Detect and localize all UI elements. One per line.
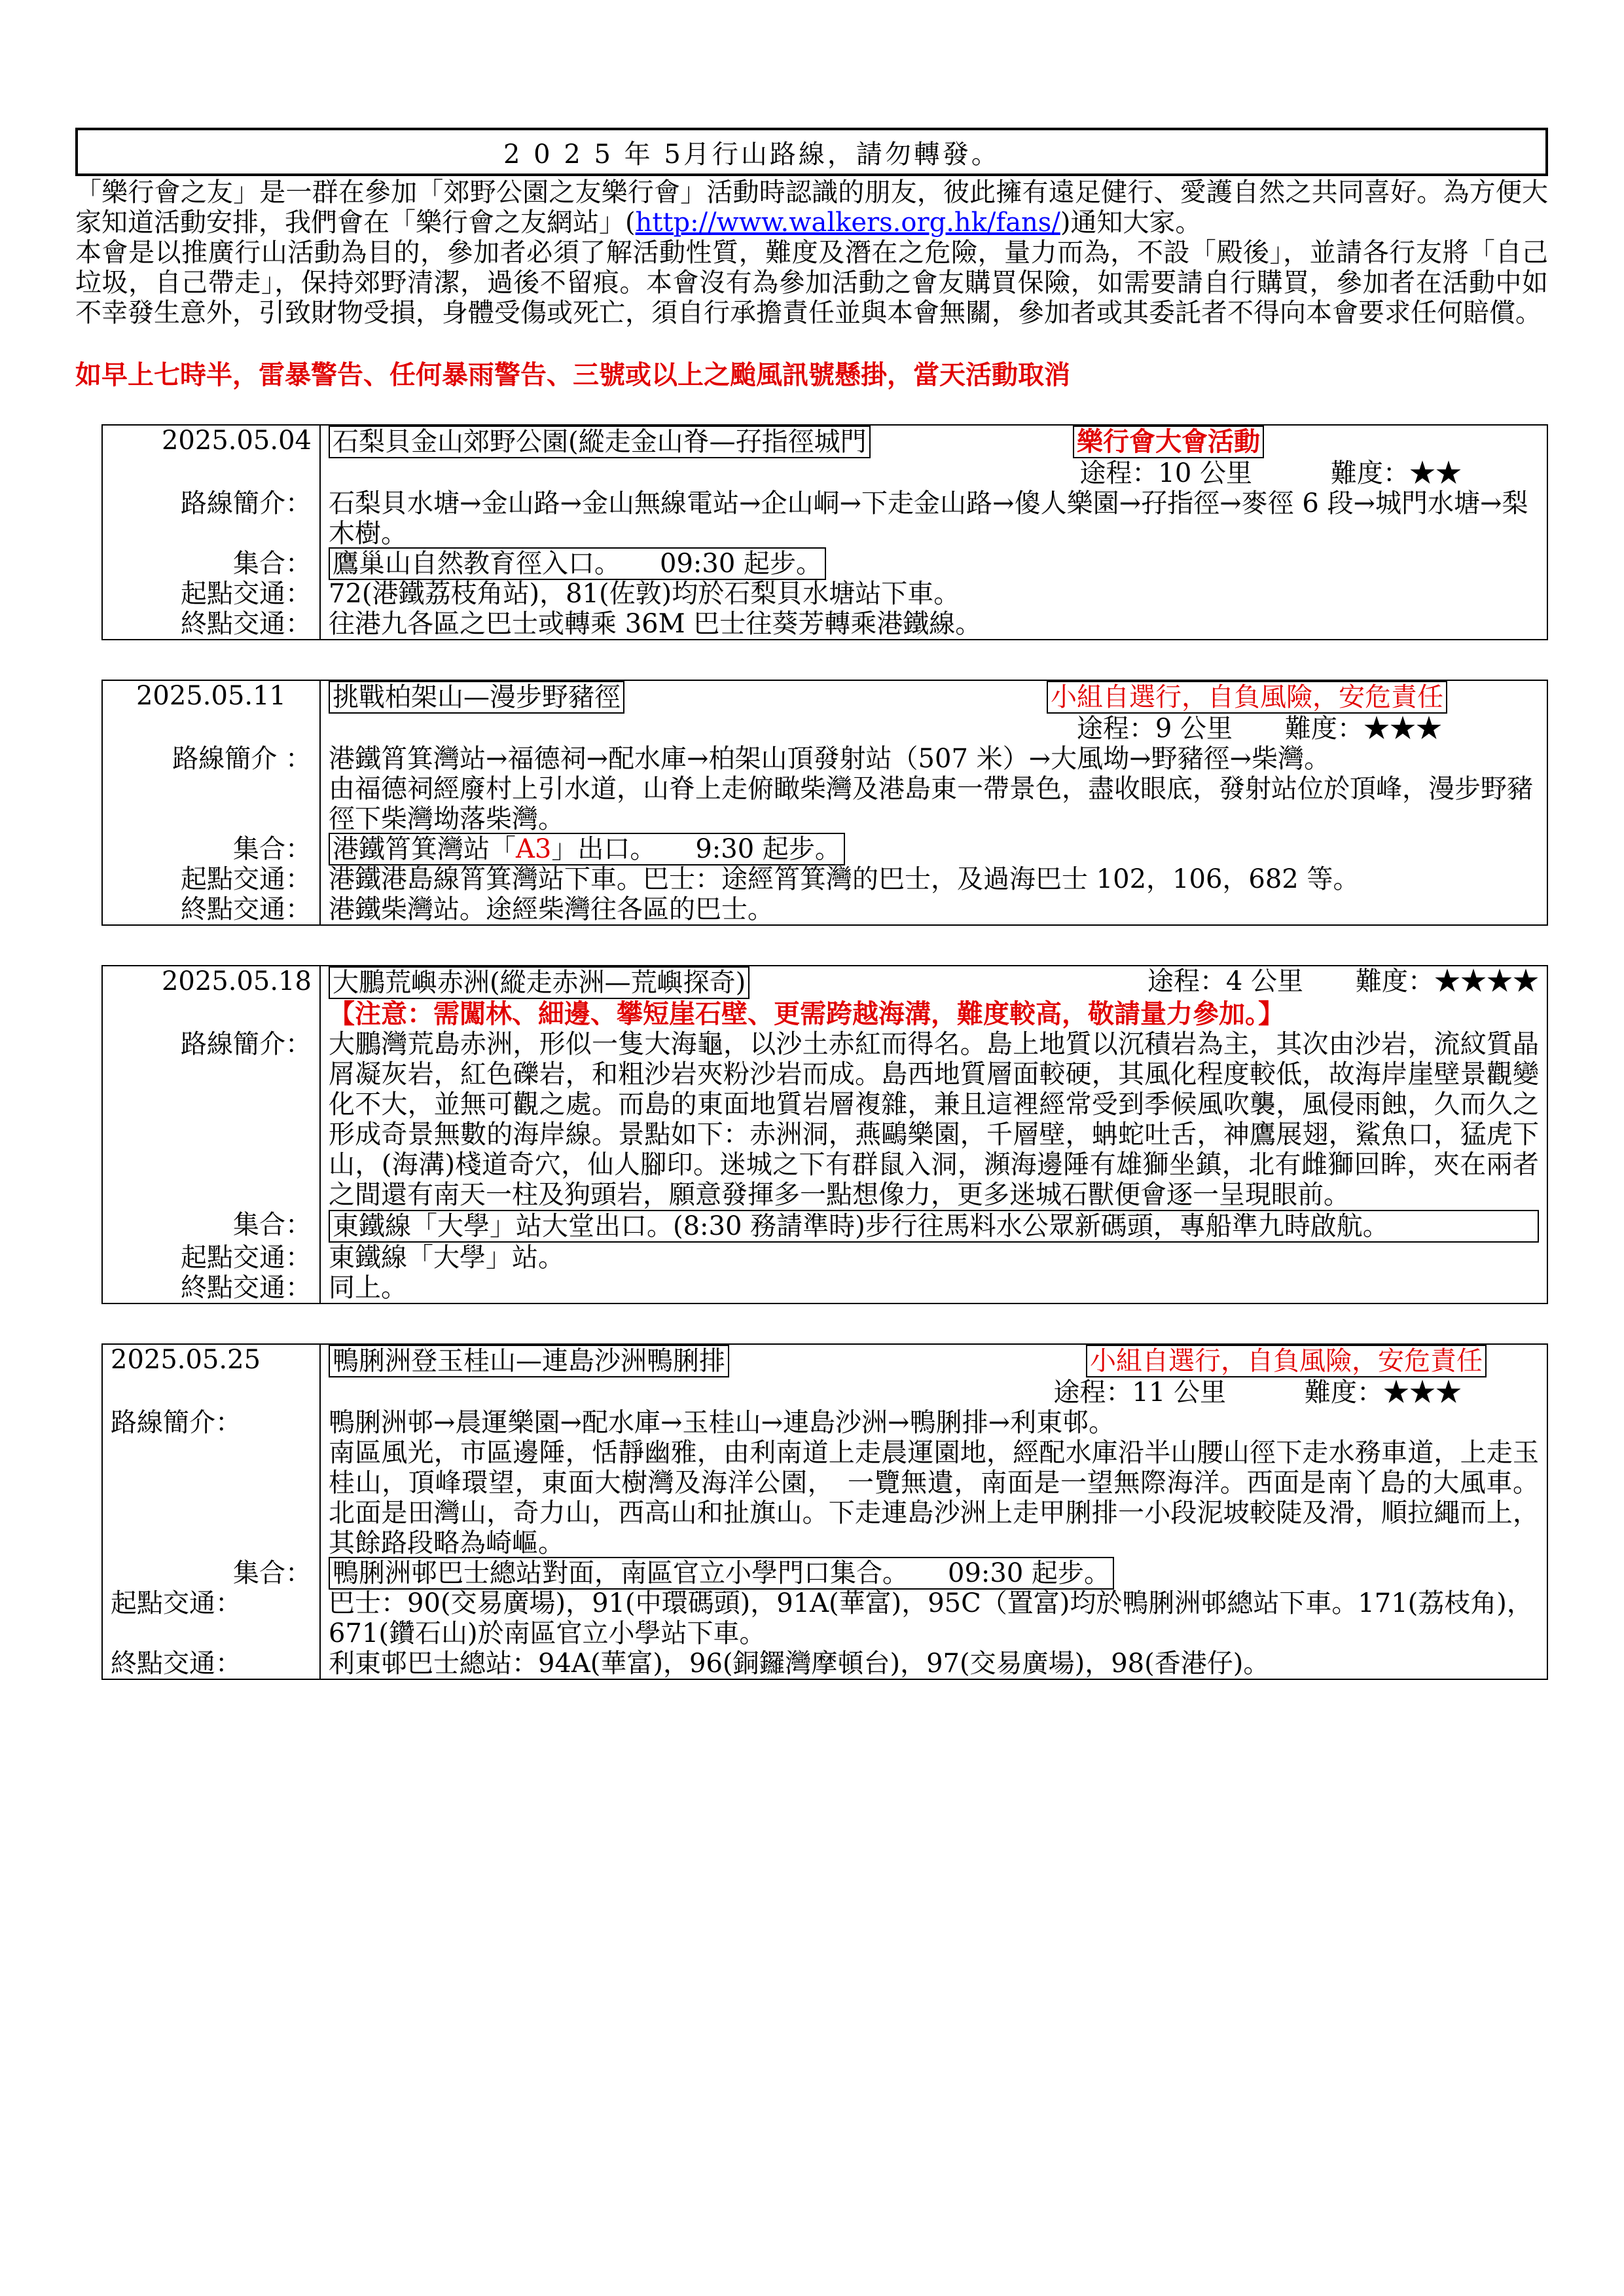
hike-date: 2025.05.04 bbox=[103, 426, 321, 458]
hike-distance: 途程：9 公里 bbox=[1076, 714, 1233, 744]
hike-end-transport: 港鐵柴灣站。途經柴灣往各區的巴士。 bbox=[329, 894, 774, 924]
end-transport-label: 終點交通： bbox=[103, 609, 321, 639]
intro-section bbox=[75, 177, 1548, 328]
weather-warning: 如早上七時半，雷暴警告、任何暴雨警告、三號或以上之颱風訊號懸掛，當天活動取消 bbox=[75, 359, 1070, 390]
meet-label: 集合： bbox=[103, 1558, 321, 1588]
intro-text-b: )通知大家。 bbox=[1060, 208, 1202, 238]
hike-end-transport: 往港九各區之巴士或轉乘 36M 巴士往葵芳轉乘港鐵線。 bbox=[329, 609, 982, 639]
hike-title: 大鵬荒嶼赤洲(縱走赤洲—荒嶼探奇) bbox=[329, 966, 749, 999]
hike-date: 2025.05.18 bbox=[103, 966, 321, 999]
hike-end-transport: 利東邨巴士總站：94A(華富)，96(銅鑼灣摩頓台)，97(交易廣場)，98(香港仔)。 bbox=[329, 1649, 1270, 1679]
end-transport-label: 終點交通： bbox=[103, 1273, 321, 1303]
hike-end-transport: 同上。 bbox=[329, 1273, 407, 1303]
page-title: 2 0 2 5 年 5月行山路線，請勿轉發。 bbox=[75, 128, 1548, 176]
hike-route-description: 由福德祠經廢村上引水道，山脊上走俯瞰柴灣及港島東一帶景色，盡收眼底，發射站位於頂峰，漫步野豬徑下柴灣坳落柴灣。 bbox=[329, 774, 1533, 834]
route-label: 路線簡介： bbox=[103, 1029, 321, 1210]
hike-start-transport: 72(港鐵荔枝角站)，81(佐敦)均於石梨貝水塘站下車。 bbox=[329, 579, 960, 609]
hike-start-transport: 港鐵港島線筲箕灣站下車。巴士：途經筲箕灣的巴士，及過海巴士 102，106，682 等。 bbox=[329, 864, 1360, 894]
hike-route: 鴨脷洲邨→晨運樂園→配水庫→玉桂山→連島沙洲→鴨脷排→利東邨。 bbox=[329, 1408, 1115, 1438]
hike-start-transport: 東鐵線「大學」站。 bbox=[329, 1243, 564, 1273]
route-label: 路線簡介： bbox=[103, 488, 321, 549]
hike-meeting-point: 港鐵筲箕灣站「A3」出口。 9:30 起步。 bbox=[329, 833, 845, 866]
meet-label: 集合： bbox=[103, 834, 321, 864]
hike-title: 鴨脷洲登玉桂山—連島沙洲鴨脷排 bbox=[329, 1345, 729, 1377]
hike-entry bbox=[101, 965, 1548, 1304]
hike-meeting-point: 東鐵線「大學」站大堂出口。(8:30 務請準時)步行往馬料水公眾新碼頭，專船準九時啟航。 bbox=[329, 1210, 1539, 1243]
hike-route-description: 南區風光，市區邊陲，恬靜幽雅，由利南道上走晨運園地，經配水庫沿半山腰山徑下走水務車道，上走玉桂山，頂峰環望，東面大樹灣及海洋公園， 一覽無遺，南面是一望無際海洋。西面是南丫島的大風車。北面是田灣山，奇力山，西高山和扯旗山。下走連島沙洲上走甲脷排一小段泥坡較陡及滑，順拉繩而上，其餘路段略為崎嶇。 bbox=[329, 1438, 1539, 1558]
hike-distance: 途程：10 公里 bbox=[1079, 458, 1252, 488]
hike-entry bbox=[101, 1343, 1548, 1680]
hike-entry bbox=[101, 680, 1548, 926]
start-transport-label: 起點交通： bbox=[103, 1243, 321, 1273]
start-transport-label: 起點交通： bbox=[103, 864, 321, 894]
hike-route: 大鵬灣荒島赤洲，形似一隻大海龜，以沙土赤紅而得名。島上地質以沉積岩為主，其次由沙岩，流紋質晶屑凝灰岩，紅色礫岩，和粗沙岩夾粉沙岩而成。島西地質層面較硬，其風化程度較低，故海岸崖壁景觀變化不大，並無可觀之處。而島的東面地質岩層複雜，兼且這裡經常受到季候風吹襲，風侵雨蝕，久而久之形成奇景無數的海岸線。景點如下：赤洲洞，燕鷗樂園，千層壁，蚺蛇吐舌，神鷹展翅，鯊魚口，猛虎下山，(海溝)棧道奇穴，仙人腳印。迷城之下有群鼠入洞，瀕海邊陲有雄獅坐鎮，北有雌獅回眸，夾在兩者之間還有南天一柱及狗頭岩，願意發揮多一點想像力，更多迷城石獸便會逐一呈現眼前。 bbox=[329, 1029, 1539, 1210]
hike-date: 2025.05.25 bbox=[103, 1345, 321, 1377]
hike-tag: 樂行會大會活動 bbox=[1073, 426, 1264, 458]
meet-label: 集合： bbox=[103, 1210, 321, 1243]
hike-meeting-point: 鴨脷洲邨巴士總站對面，南區官立小學門口集合。 09:30 起步。 bbox=[329, 1557, 1114, 1590]
hike-title: 石梨貝金山郊野公園(縱走金山脊—孖指徑城門 bbox=[329, 426, 871, 458]
hike-tag: 小組自選行，自負風險，安危責任 bbox=[1047, 681, 1447, 714]
intro-paragraph-1 bbox=[75, 177, 1548, 238]
hike-title: 挑戰柏架山—漫步野豬徑 bbox=[329, 681, 624, 714]
end-transport-label: 終點交通： bbox=[103, 1649, 321, 1679]
hike-meta bbox=[1147, 966, 1539, 996]
website-link[interactable]: http://www.walkers.org.hk/fans/ bbox=[635, 208, 1060, 238]
end-transport-label: 終點交通： bbox=[103, 894, 321, 924]
hike-route: 港鐵筲箕灣站→福德祠→配水庫→柏架山頂發射站（507 米）→大風坳→野豬徑→柴灣。 bbox=[329, 744, 1331, 774]
hike-entry bbox=[101, 424, 1548, 640]
hike-notice: 【注意：需闖林、細邊、攀短崖石壁、更需跨越海溝，難度較高，敬請量力參加。】 bbox=[329, 998, 1284, 1029]
page bbox=[75, 128, 1548, 1680]
route-label: 路線簡介： bbox=[103, 1408, 321, 1558]
hike-difficulty: 難度：★★★ bbox=[1285, 714, 1442, 744]
start-transport-label: 起點交通： bbox=[103, 579, 321, 609]
exit-code: A3 bbox=[516, 834, 552, 864]
meet-label: 集合： bbox=[103, 549, 321, 579]
intro-text-a: 「樂行會之友」是一群在參加「郊野公園之友樂行會」活動時認識的朋友，彼此擁有遠足健行、愛護自然之共同喜好。為方便大家知道活動安排，我們會在「樂行會之友網站」( bbox=[75, 177, 1548, 238]
hike-route: 石梨貝水塘→金山路→金山無線電站→企山峒→下走金山路→傻人樂園→孖指徑→麥徑 6 段→城門水塘→梨木樹。 bbox=[329, 488, 1528, 549]
route-label: 路線簡介 ： bbox=[103, 744, 321, 834]
hike-date: 2025.05.11 bbox=[103, 681, 321, 714]
intro-paragraph-2: 本會是以推廣行山活動為目的，參加者必須了解活動性質，難度及潛在之危險，量力而為，不設「殿後」，並請各行友將「自己垃圾，自己帶走」，保持郊野清潔，過後不留痕。本會沒有為參加活動之會友購買保險，如需要請自行購買，參加者在活動中如不幸發生意外，引致財物受損，身體受傷或死亡，須自行承擔責任並與本會無關，參加者或其委託者不得向本會要求任何賠償。 bbox=[75, 238, 1548, 328]
hike-difficulty: 難度：★★ bbox=[1331, 458, 1462, 488]
hike-tag: 小組自選行，自負風險，安危責任 bbox=[1086, 1345, 1487, 1377]
hike-distance: 途程：11 公里 bbox=[1053, 1377, 1226, 1408]
hike-difficulty: 難度：★★★★ bbox=[1356, 966, 1539, 996]
hike-start-transport: 巴士：90(交易廣場)，91(中環碼頭)，91A(華富)，95C（置富)均於鴨脷洲邨總站下車。171(荔枝角)，671(鑽石山)於南區官立小學站下車。 bbox=[329, 1588, 1533, 1649]
hike-difficulty: 難度：★★★ bbox=[1305, 1377, 1462, 1408]
hike-meeting-point: 鷹巢山自然教育徑入口。 09:30 起步。 bbox=[329, 547, 826, 580]
start-transport-label: 起點交通： bbox=[103, 1588, 321, 1649]
hike-distance: 途程：4 公里 bbox=[1147, 966, 1303, 996]
